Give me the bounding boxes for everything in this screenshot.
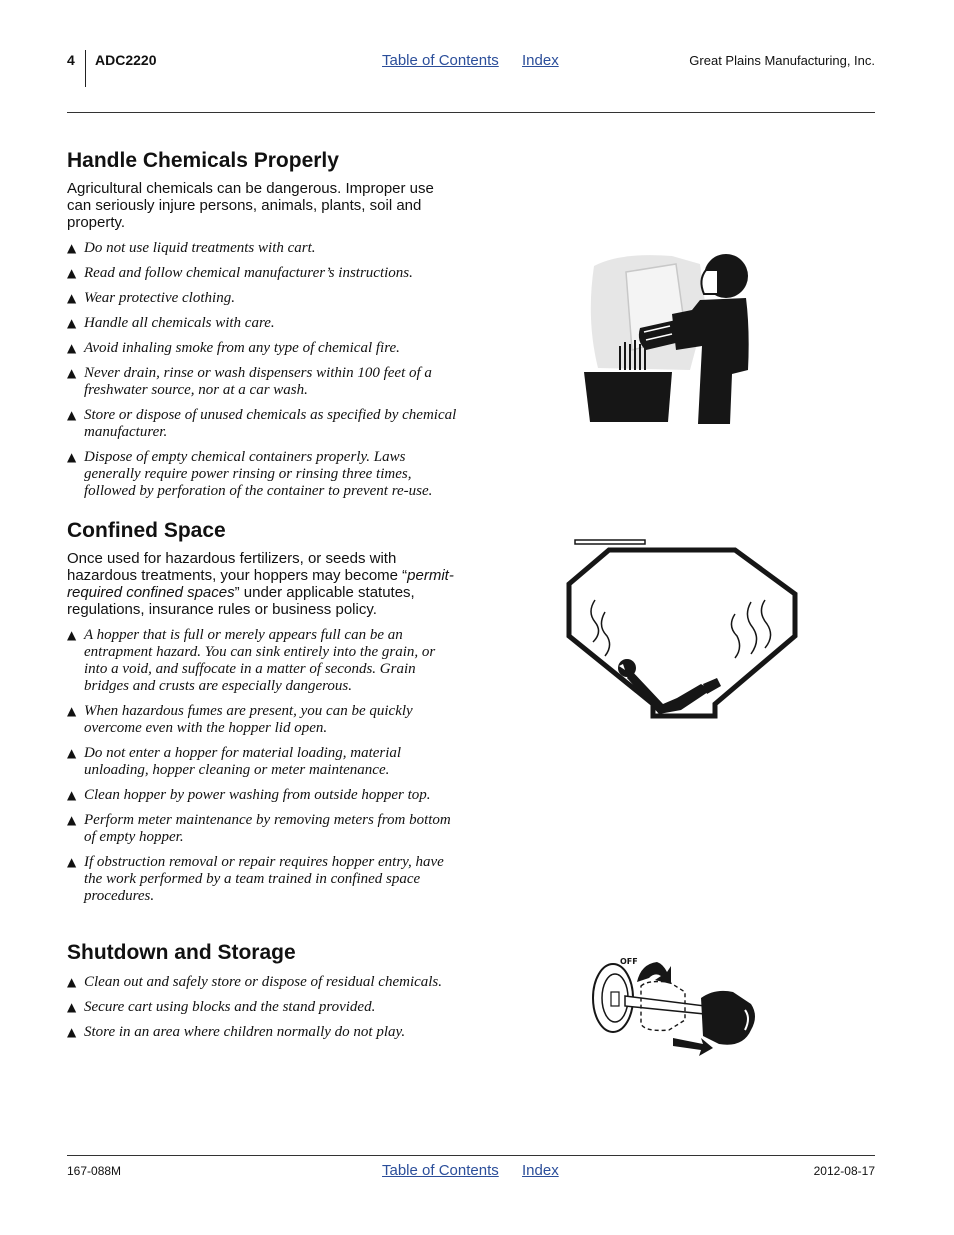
list-item: ▲ Clean out and safely store or dispose of residual chemicals. xyxy=(67,974,462,991)
list-item: ▲ Read and follow chemical manufacturer’s instructions. xyxy=(67,265,462,282)
chemical-handling-illustration xyxy=(580,250,755,425)
list-item: ▲ Clean hopper by power washing from outside hopper top. xyxy=(67,787,462,804)
section-intro xyxy=(67,550,462,618)
footer-index-link[interactable]: Index xyxy=(522,1162,559,1179)
header-index-link[interactable]: Index xyxy=(522,52,559,69)
header-divider xyxy=(85,50,86,87)
footer-rule xyxy=(67,1155,875,1156)
list-item: ▲ Store in an area where children normally do not play. xyxy=(67,1024,462,1041)
section-chemicals xyxy=(67,149,462,508)
list-item: ▲ Wear protective clothing. xyxy=(67,290,462,307)
list-item: ▲ Perform meter maintenance by removing meters from bottom of empty hopper. xyxy=(67,812,462,846)
list-item: ▲ Avoid inhaling smoke from any type of chemical fire. xyxy=(67,340,462,357)
section-shutdown xyxy=(67,941,462,1049)
section-title: Confined Space xyxy=(67,519,226,542)
intro-emphasis: permit-required confined spaces xyxy=(67,567,454,601)
list-item: ▲ Do not enter a hopper for material loading, material unloading, hopper cleaning or meter maintenance. xyxy=(67,745,462,779)
list-item: ▲ Secure cart using blocks and the stand provided. xyxy=(67,999,462,1016)
model-name: ADC2220 xyxy=(95,52,157,68)
section-title: Shutdown and Storage xyxy=(67,941,296,964)
list-item: ▲ Store or dispose of unused chemicals as specified by chemical manufacturer. xyxy=(67,407,462,441)
bullet-list xyxy=(67,240,462,500)
document-number: 167-088M xyxy=(67,1164,122,1178)
header-rule xyxy=(67,112,875,113)
key-off-illustration xyxy=(585,952,760,1060)
intro-text-start: Once used for hazardous fertilizers, or seeds with hazardous treatments, your hoppers may become “ xyxy=(67,550,408,584)
footer-toc-link[interactable]: Table of Contents xyxy=(382,1162,499,1179)
list-item: ▲ Do not use liquid treatments with cart. xyxy=(67,240,462,257)
off-label: OFF xyxy=(620,957,638,966)
publication-date: 2012-08-17 xyxy=(813,1164,875,1178)
bullet-list xyxy=(67,627,462,905)
list-item: ▲ Handle all chemicals with care. xyxy=(67,315,462,332)
header-toc-link[interactable]: Table of Contents xyxy=(382,52,499,69)
page-number: 4 xyxy=(67,52,75,68)
section-title: Handle Chemicals Properly xyxy=(67,149,339,172)
list-item: ▲ Never drain, rinse or wash dispensers within 100 feet of a freshwater source, nor at a car wash. xyxy=(67,365,462,399)
confined-space-hopper-illustration xyxy=(565,538,800,720)
list-item: ▲ When hazardous fumes are present, you can be quickly overcome even with the hopper lid open. xyxy=(67,703,462,737)
list-item: ▲ A hopper that is full or merely appears full can be an entrapment hazard. You can sink entirely into the grain, or into a void, and suffocate in a matter of seconds. Grain bridges and crusts are especially dangerous. xyxy=(67,627,462,695)
list-item: ▲ If obstruction removal or repair requires hopper entry, have the work performed by a team trained in confined space procedures. xyxy=(67,854,462,905)
intro-text-end: ” under applicable statutes, regulations, insurance rules or business policy. xyxy=(67,584,415,618)
section-intro: Agricultural chemicals can be dangerous. Improper use can seriously injure persons, animals, plants, soil and property. xyxy=(67,180,434,231)
bullet-list xyxy=(67,974,462,1041)
list-item: ▲ Dispose of empty chemical containers properly. Laws generally require power rinsing or rinsing three times, followed by perforation of the container to prevent re-use. xyxy=(67,449,462,500)
section-confined-space xyxy=(67,519,462,913)
company-name: Great Plains Manufacturing, Inc. xyxy=(689,53,875,68)
